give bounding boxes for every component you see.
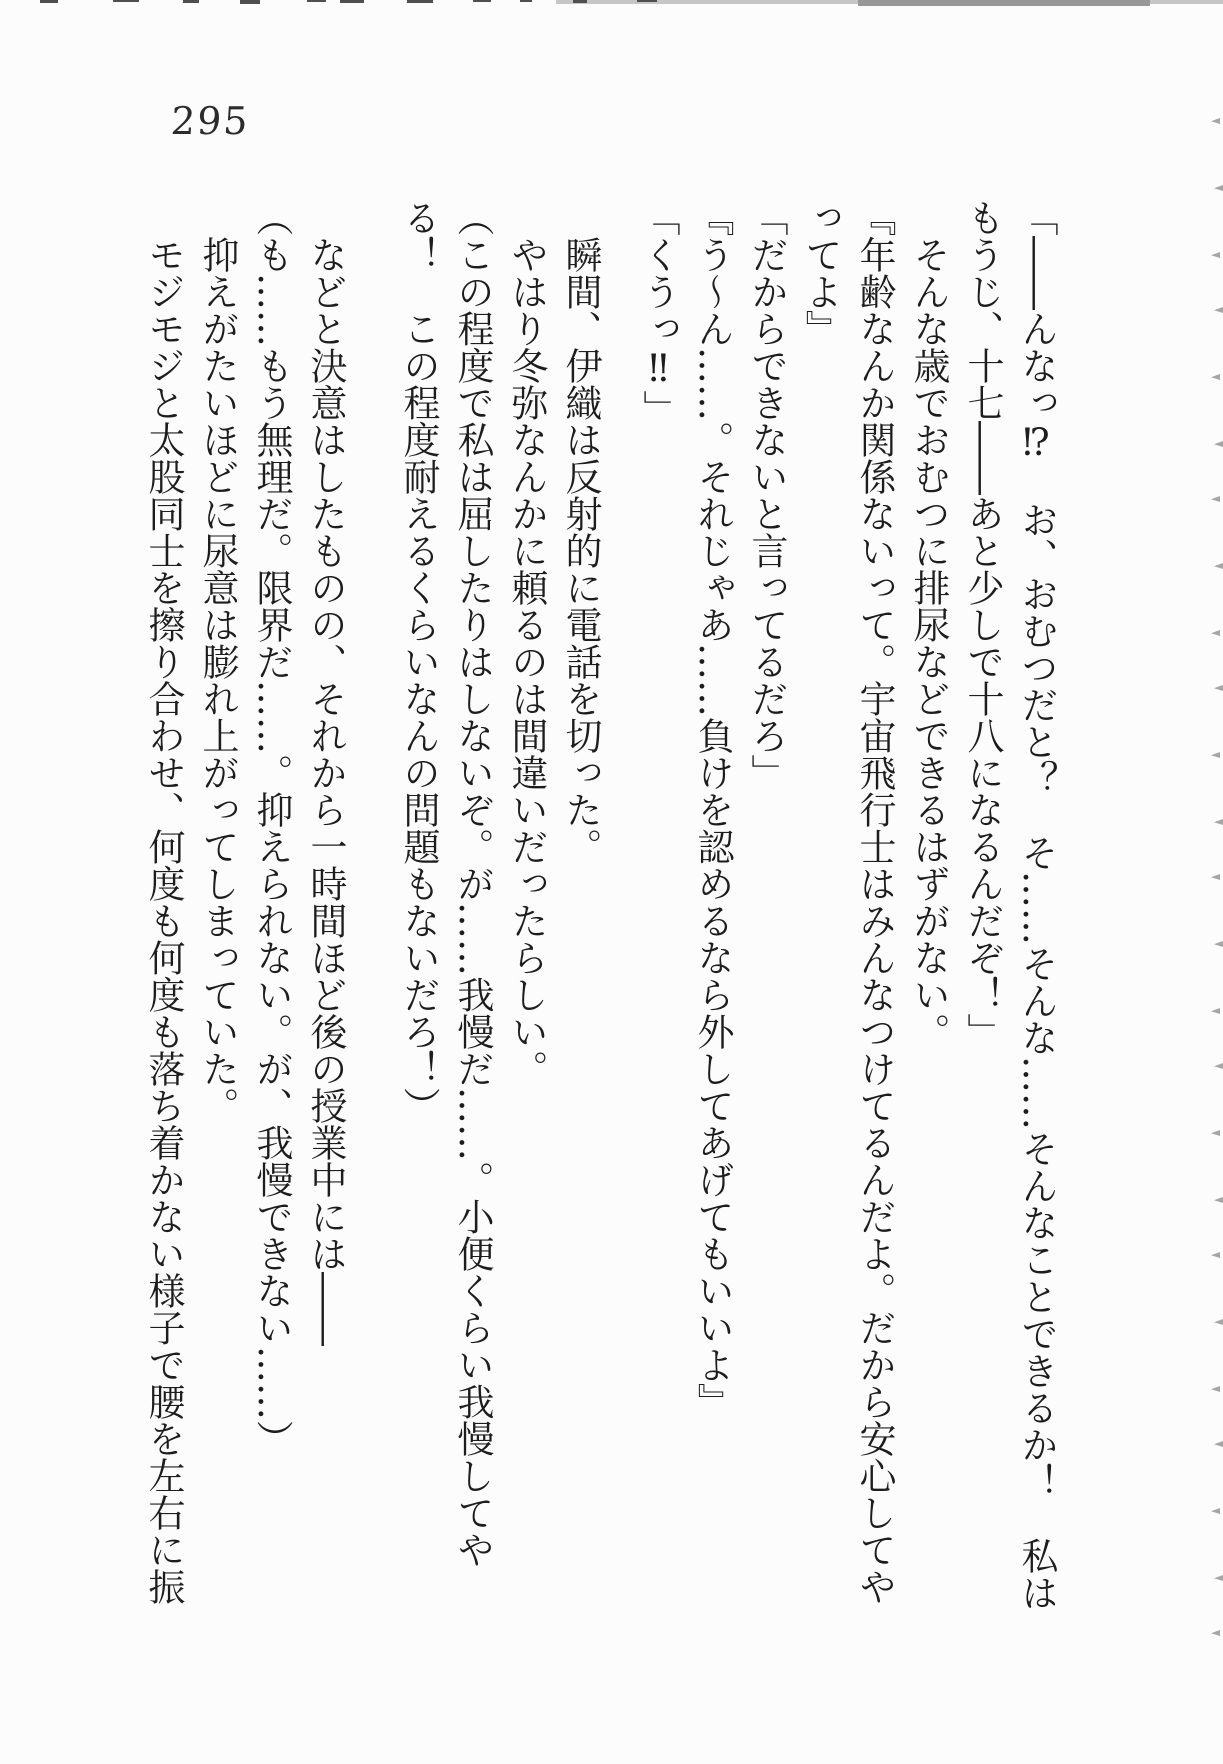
scan-artifact-speck — [1211, 1630, 1220, 1636]
scan-artifact-top-edge — [858, 0, 1150, 6]
scan-artifact-speck — [1214, 819, 1223, 825]
scan-artifact-speck — [473, 0, 491, 2]
text-line: などと決意はしたものの、それから一時間ほど後の授業中には―― — [304, 236, 347, 1346]
scan-artifact-speck — [1211, 752, 1220, 758]
text-line: 『年齢なんか関係ないって。宇宙飛行士はみんなつけてるんだよ。だから安心してや — [853, 199, 896, 1605]
text-line: る！ この程度耐えるくらいなんの問題もないだろ！） — [397, 199, 440, 1124]
scan-artifact-speck — [1211, 1386, 1220, 1392]
scan-artifact-speck — [1214, 941, 1223, 947]
scan-artifact-speck — [1214, 1575, 1223, 1581]
scan-artifact-speck — [637, 0, 657, 2]
scan-artifact-speck — [1211, 496, 1220, 502]
scan-artifact-speck — [1214, 1197, 1223, 1203]
scan-artifact-speck — [1211, 252, 1220, 258]
scan-artifact-speck — [1211, 374, 1220, 380]
scan-artifact-speck — [1211, 1508, 1220, 1514]
text-line: そんな歳でおむつに排尿などできるはずがない。 — [907, 236, 950, 1050]
scan-artifact-speck — [1214, 563, 1223, 569]
scan-artifact-speck — [1214, 307, 1223, 313]
text-line: （この程度で私は屈したりはしないぞ。が……我慢だ……。小便くらい我慢してや — [451, 199, 494, 1568]
text-line: 「だからできないと言ってるだろ」 — [745, 199, 788, 791]
scan-artifact-speck — [520, 0, 532, 2]
scan-artifact-speck — [1214, 441, 1223, 447]
text-line: もうじ、十七――あと少しで十八になるんだぞ！」 — [961, 199, 1004, 1050]
text-line: やはり冬弥なんかに頼るのは間違いだったらしい。 — [505, 236, 548, 1087]
text-line: 抑えがたいほどに尿意は膨れ上がってしまっていた。 — [196, 236, 239, 1124]
text-line: 「――んなっ⁉ お、おむつだと？ そ……そんな……そんなことできるか！ 私は — [1015, 199, 1058, 1611]
scan-artifact-speck — [240, 0, 260, 4]
text-line: 瞬間、伊織は反射的に電話を切った。 — [559, 236, 602, 865]
scan-artifact-speck — [1214, 185, 1223, 191]
vertical-text-block — [136, 199, 1063, 1649]
text-line: （も……もう無理だ。限界だ……。抑えられない。が、我慢できない……） — [250, 199, 293, 1457]
scan-artifact-speck — [1214, 1063, 1223, 1069]
scan-artifact-speck — [1211, 1008, 1220, 1014]
scan-artifact-speck — [1211, 1252, 1220, 1258]
scan-artifact-speck — [340, 0, 364, 3]
text-line: 「くうっ‼」 — [637, 199, 680, 427]
scan-artifact-speck — [407, 0, 433, 3]
scan-artifact-speck — [1211, 630, 1220, 636]
scan-artifact-speck — [113, 0, 139, 2]
scan-artifact-speck — [183, 0, 199, 3]
scan-artifact-speck — [1211, 1130, 1220, 1136]
scan-artifact-speck — [1214, 1319, 1223, 1325]
scan-artifact-speck — [1211, 874, 1220, 880]
scan-artifact-speck — [1211, 118, 1220, 124]
text-line: ってよ』 — [799, 199, 842, 347]
scan-artifact-speck — [40, 0, 58, 3]
scan-artifact-speck — [573, 0, 587, 3]
text-line: 『う～ん……。それじゃあ……負けを認めるなら外してあげてもいいよ』 — [691, 199, 734, 1420]
scan-artifact-speck — [307, 0, 326, 2]
scan-artifact-speck — [1214, 1441, 1223, 1447]
page-number: 295 — [169, 99, 252, 143]
text-line: モジモジと太股同士を擦り合わせ、何度も何度も落ち着かない様子で腰を左右に振 — [142, 236, 185, 1605]
scan-artifact-speck — [1214, 685, 1223, 691]
